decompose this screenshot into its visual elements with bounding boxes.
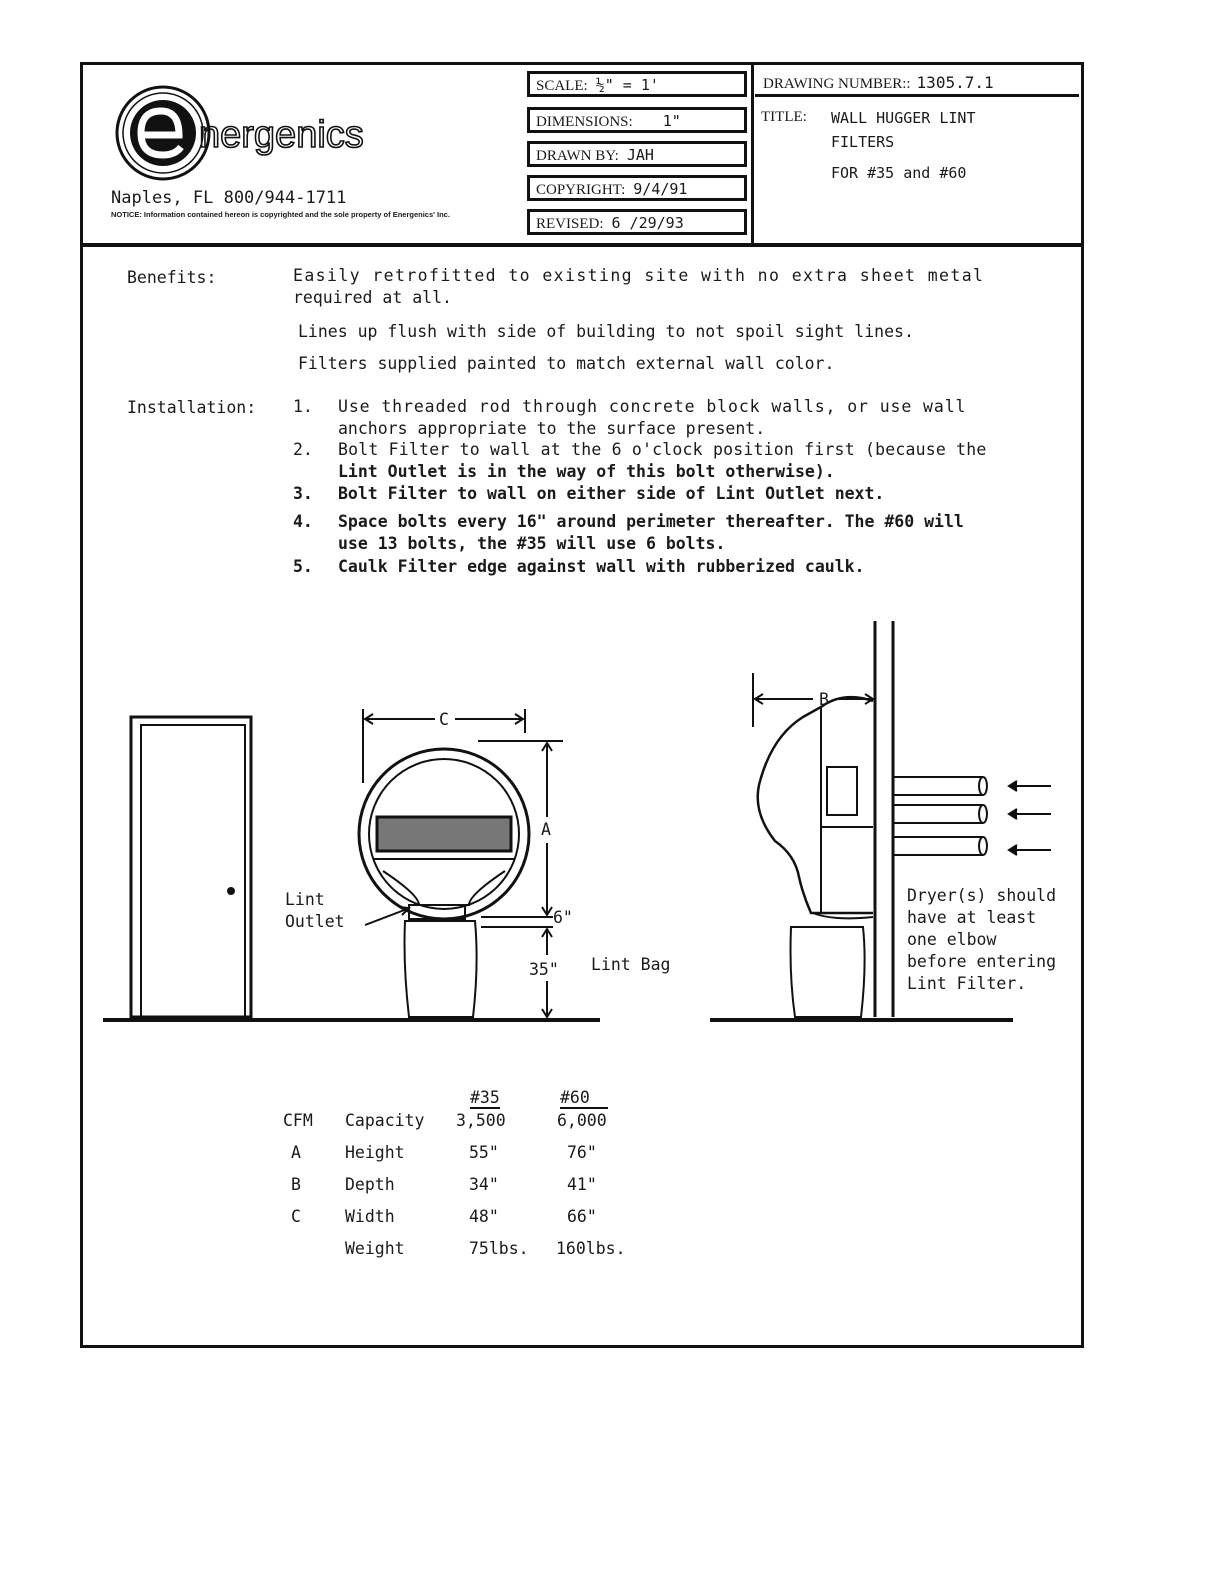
filter-housing-side	[758, 697, 873, 913]
drawing-number-label: DRAWING NUMBER::	[763, 76, 911, 92]
company-location: Naples, FL 800/944-1711	[111, 188, 347, 208]
dryer-note-line: before entering	[907, 952, 1057, 971]
copyright-notice: NOTICE: Information contained hereon is copyrighted and the sole property of Energenics' Inc.	[111, 210, 450, 219]
benefits-label: Benefits:	[127, 268, 217, 287]
step-line: Lint Outlet is in the way of this bolt otherwise).	[338, 462, 835, 481]
lint-outlet-leader	[365, 909, 407, 925]
spec-name: Weight	[345, 1239, 405, 1258]
benefit-line: required at all.	[293, 288, 452, 307]
spec-value-35: 75lbs.	[469, 1239, 529, 1258]
spec-header-35: #35	[470, 1088, 500, 1107]
housing-window	[827, 767, 857, 815]
dryer-note-line: Lint Filter.	[907, 974, 1027, 993]
step-line: use 13 bolts, the #35 will use 6 bolts.	[338, 534, 726, 553]
dimensions-label: DIMENSIONS:	[536, 114, 633, 130]
scale-label: SCALE:	[536, 78, 588, 94]
dryer-ducts	[893, 777, 987, 855]
copyright-label: COPYRIGHT:	[536, 182, 626, 198]
benefit-line: Easily retrofitted to existing site with no extra sheet metal	[293, 266, 985, 285]
spec-code: C	[291, 1207, 301, 1226]
revised-value: 6 /29/93	[611, 214, 684, 232]
step-number: 2.	[293, 440, 313, 459]
revised-label: REVISED:	[536, 216, 604, 232]
dim-c-label: C	[439, 710, 449, 729]
spec-name: Capacity	[345, 1111, 425, 1130]
spec-name: Width	[345, 1207, 395, 1226]
airflow-arrows	[1009, 781, 1051, 855]
step-number: 4.	[293, 512, 313, 531]
step-line: Caulk Filter edge against wall with rubberized caulk.	[338, 557, 865, 576]
dim-35-label: 35"	[529, 960, 559, 979]
step-number: 1.	[293, 397, 313, 416]
scale-value: ½" = 1'	[595, 76, 659, 94]
step-number: 5.	[293, 557, 313, 576]
benefit-item: Filters supplied painted to match external wall color.	[298, 354, 835, 373]
spec-value-35: 3,500	[456, 1111, 506, 1130]
dim-a-label: A	[541, 820, 551, 839]
lint-bag-side	[791, 927, 865, 1017]
lint-bag-label: Lint Bag	[591, 955, 671, 974]
door-frame	[131, 717, 251, 1017]
lint-outlet-label: Lint	[285, 890, 325, 909]
door-knob-icon	[228, 888, 234, 894]
dim-b-label: B	[819, 690, 829, 709]
title-line: WALL HUGGER LINT	[831, 109, 976, 127]
company-name: nergenics	[199, 114, 364, 156]
drawing-sheet	[80, 62, 1084, 1348]
filter-funnel	[383, 871, 505, 905]
spec-name: Depth	[345, 1175, 395, 1194]
spec-code: B	[291, 1175, 301, 1194]
copyright-value: 9/4/91	[633, 180, 688, 198]
dryer-note-line: have at least	[907, 908, 1037, 927]
lint-outlet-label: Outlet	[285, 912, 345, 931]
dryer-note-line: Dryer(s) should	[907, 886, 1057, 905]
title-line: FILTERS	[831, 133, 895, 151]
title-label: TITLE:	[761, 109, 807, 125]
step-line: Bolt Filter to wall on either side of Lint Outlet next.	[338, 484, 885, 503]
drawn-by-value: JAH	[626, 146, 654, 164]
step-line: anchors appropriate to the surface present.	[338, 419, 766, 438]
spec-value-60: 41"	[567, 1175, 597, 1194]
dim-6-label: 6"	[553, 908, 573, 927]
drawn-by-label: DRAWN BY:	[536, 148, 619, 164]
step-line: Use threaded rod through concrete block walls, or use wall	[338, 397, 967, 416]
spec-value-60: 160lbs.	[556, 1239, 626, 1258]
lint-bag-front	[405, 921, 477, 1017]
drawing-number-value: 1305.7.1	[916, 73, 994, 92]
step-line: Space bolts every 16" around perimeter thereafter. The #60 will	[338, 512, 964, 531]
title-line: FOR #35 and #60	[831, 164, 967, 182]
spec-value-60: 76"	[567, 1143, 597, 1162]
filter-media	[377, 817, 511, 851]
spec-value-60: 6,000	[557, 1111, 607, 1130]
spec-name: Height	[345, 1143, 405, 1162]
step-line: Bolt Filter to wall at the 6 o'clock position first (because the	[338, 440, 987, 459]
spec-code: CFM	[283, 1111, 313, 1130]
spec-value-60: 66"	[567, 1207, 597, 1226]
door-panel	[141, 725, 245, 1017]
spec-code: A	[291, 1143, 301, 1162]
spec-value-35: 55"	[469, 1143, 499, 1162]
spec-value-35: 48"	[469, 1207, 499, 1226]
installation-label: Installation:	[127, 398, 257, 417]
benefit-item: Lines up flush with side of building to not spoil sight lines.	[298, 322, 914, 341]
dryer-note-line: one elbow	[907, 930, 997, 949]
spec-header-60: #60	[560, 1088, 608, 1109]
dimensions-value: 1"	[662, 112, 681, 130]
step-number: 3.	[293, 484, 313, 503]
spec-value-35: 34"	[469, 1175, 499, 1194]
